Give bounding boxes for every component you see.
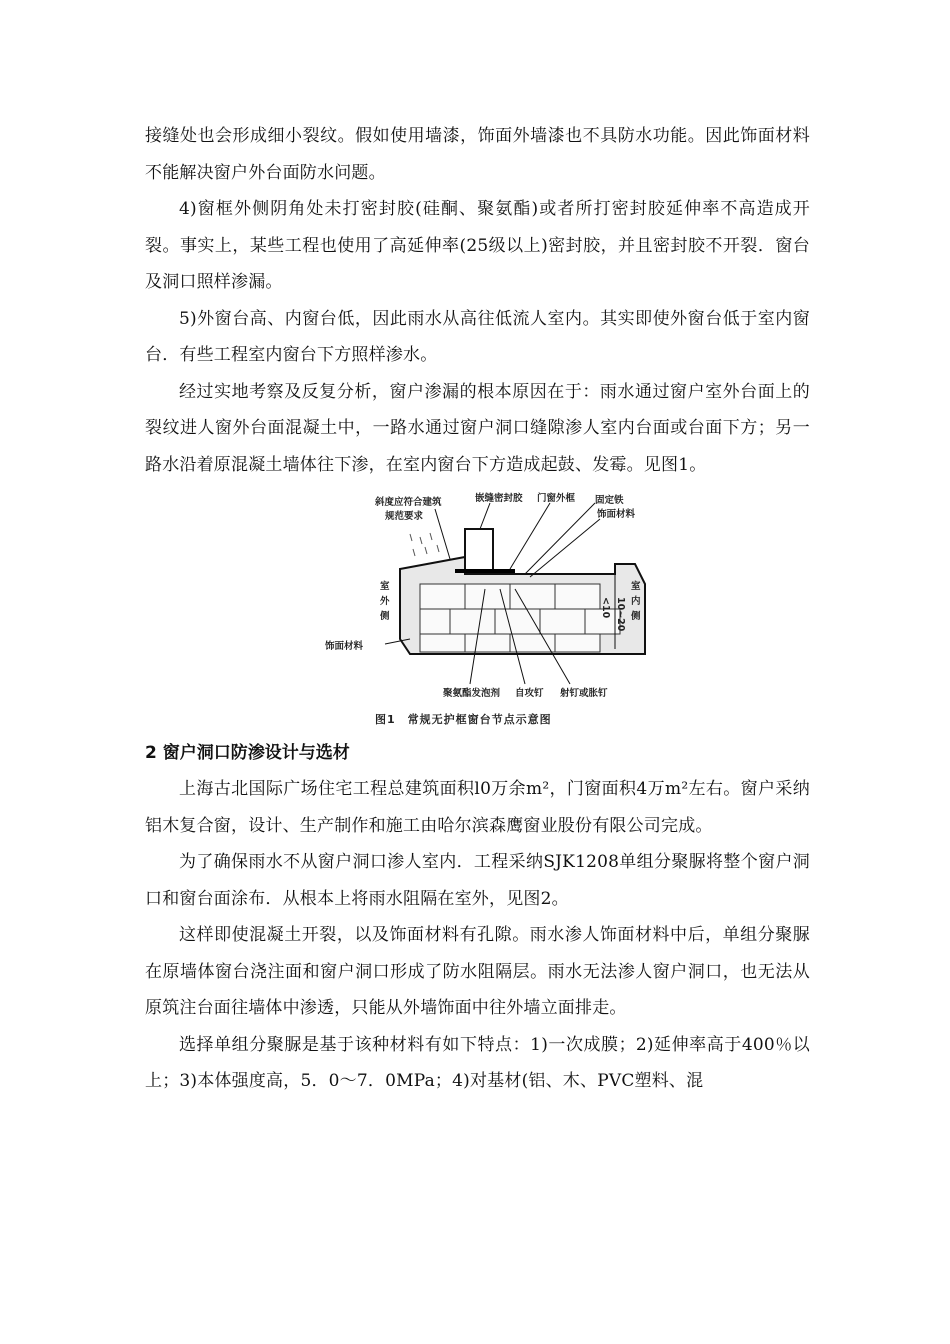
label-indoor-3: 侧	[631, 611, 641, 622]
paragraph-cont: 接缝处也会形成细小裂纹。假如使用墙漆，饰面外墙漆也不具防水功能。因此饰面材料不能解决窗户外台面防水问题。	[145, 126, 810, 183]
paragraph-project: 上海古北国际广场住宅工程总建筑面积l0万余m²，门窗面积4万m²左右。窗户采纳铝木复合窗，设计、生产制作和施工由哈尔滨森鹰窗业股份有限公司完成。	[145, 779, 810, 836]
paragraph-item-4: 4)窗框外侧阴角处未打密封胶(硅酮、聚氨酯)或者所打密封胶延伸率不高造成开裂。事实上，某些工程也使用了高延伸率(25级以上)密封胶，并且密封胶不开裂．窗台及洞口照样渗漏。	[145, 199, 810, 292]
label-frame: 门窗外框	[537, 493, 576, 504]
label-slope: 斜度应符合建筑	[375, 497, 442, 508]
block-grid	[420, 584, 620, 652]
label-foam: 聚氨酯发泡剂	[443, 688, 501, 699]
label-dim-2: 10~20	[615, 597, 626, 632]
label-finish-right: 饰面材料	[597, 509, 636, 520]
section-heading: 2 窗户洞口防渗设计与选材	[145, 743, 350, 763]
window-sill-diagram	[315, 489, 655, 711]
figure-1	[145, 489, 810, 729]
paragraph-features: 选择单组分聚脲是基于该种材料有如下特点：1)一次成膜；2)延伸率高于400％以上；3)本体强度高，5．0～7．0MPa；4)对基材(铝、木、PVC塑料、混	[145, 1034, 810, 1091]
label-outdoor-3: 侧	[380, 611, 390, 622]
paragraph-barrier: 这样即使混凝土开裂，以及饰面材料有孔隙。雨水渗人饰面材料中后，单组分聚脲在原墙体窗台浇注面和窗户洞口形成了防水阻隔层。雨水无法渗人窗户洞口，也无法从原筑注台面往墙体中渗透，只能从外墙饰面中往外墙立面排走。	[145, 925, 810, 1018]
label-indoor-2: 内	[631, 596, 641, 607]
label-slope-2: 规范要求	[385, 511, 424, 522]
paragraph-coating: 为了确保雨水不从窗户洞口渗人室内．工程采纳SJK1208单组分聚脲将整个窗户洞口和窗台面涂布．从根本上将雨水阻隔在室外，见图2。	[145, 852, 810, 909]
label-outdoor-1: 室	[380, 581, 390, 592]
label-indoor-1: 室	[631, 581, 641, 592]
document-page	[145, 118, 810, 1100]
label-sealant: 嵌缝密封胶	[475, 493, 523, 504]
label-outdoor-2: 外	[380, 596, 390, 607]
label-dim-1: <10	[600, 597, 611, 619]
window-frame	[465, 529, 493, 574]
rain-marks	[410, 533, 439, 556]
label-finish-left: 饰面材料	[325, 641, 364, 652]
label-nail: 射钉或胀钉	[560, 688, 608, 699]
paragraph-analysis: 经过实地考察及反复分析，窗户渗漏的根本原因在于：雨水通过窗户室外台面上的裂纹进人窗外台面混凝土中，一路水通过窗户洞口缝隙渗人室内台面或台面下方；另一路水沿着原混凝土墙体往下渗，在室内窗台下方造成起鼓、发霉。见图1。	[145, 381, 810, 475]
paragraph-item-5: 5)外窗台高、内窗台低，因此雨水从高往低流人室内。其实即使外窗台低于室内窗台．有些工程室内窗台下方照样渗水。	[145, 308, 810, 365]
figure-caption: 图1 常规无护框窗台节点示意图	[375, 713, 552, 726]
label-screw: 自攻钉	[515, 688, 544, 699]
label-iron: 固定铁	[595, 495, 624, 506]
